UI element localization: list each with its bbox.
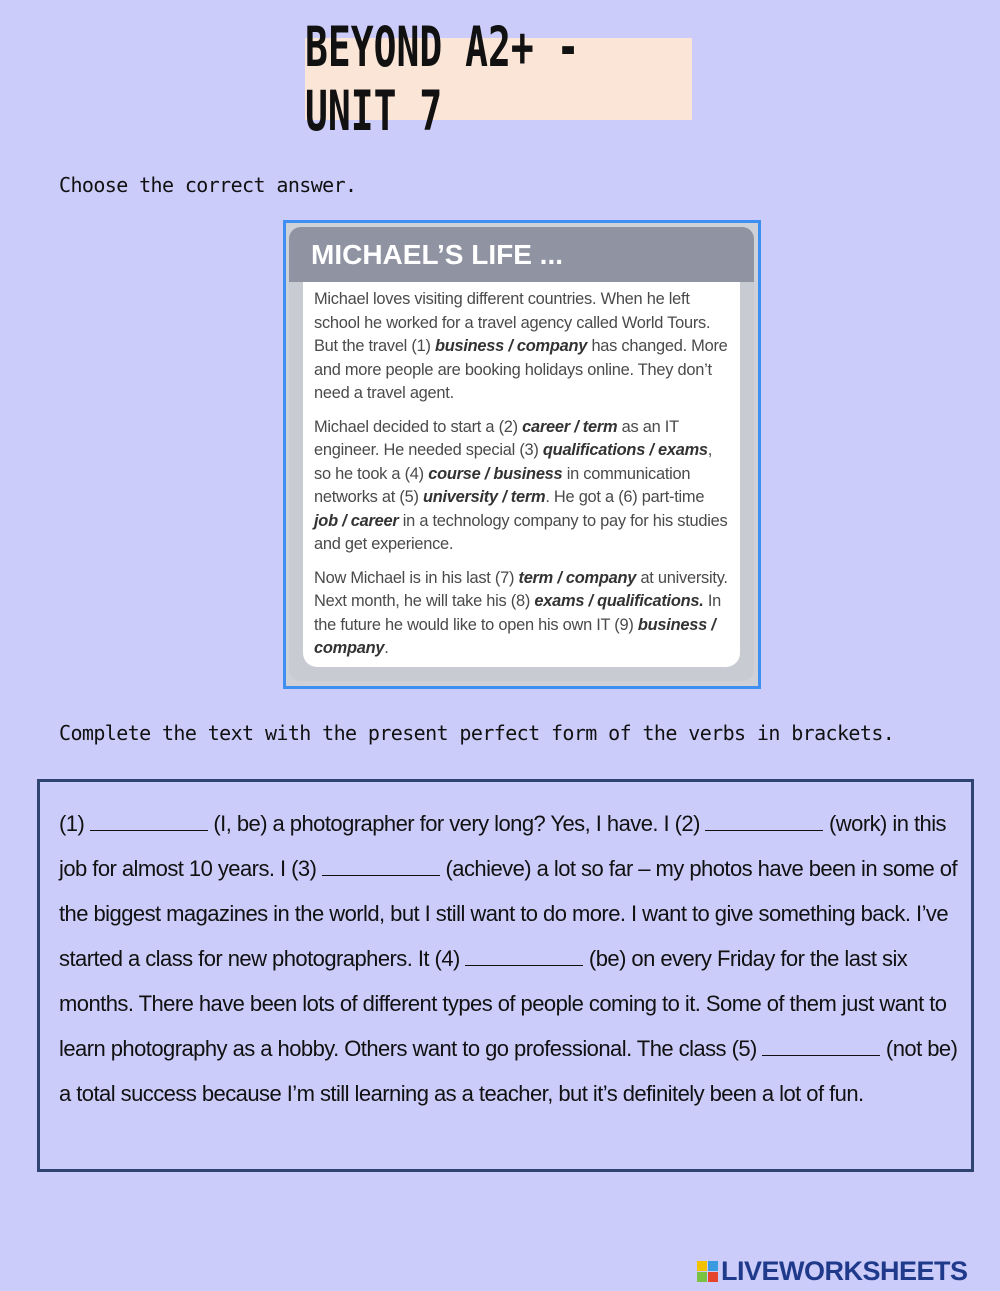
gap-fill-box	[37, 779, 974, 1172]
choice-1: business / company	[434, 337, 588, 355]
answer-blank-3[interactable]	[322, 856, 440, 876]
logo-square	[697, 1272, 707, 1282]
answer-blank-5[interactable]	[762, 1036, 880, 1056]
logo-square	[697, 1261, 707, 1271]
text-run: Michael decided to start a (2)	[314, 417, 523, 436]
text-run: (I, be) a photographer for very long? Yes, I have. I (2)	[207, 811, 706, 836]
liveworksheets-logo-icon	[697, 1261, 718, 1282]
reading-paragraph-3	[314, 567, 730, 661]
choice-9: business / company	[314, 615, 716, 657]
choice-4: course / business	[428, 464, 563, 483]
text-run: (achieve) a lot so far – my photos have been in some of the biggest magazines in the world, but I still want to do more. I want to give something back. I’ve started a class for new photographers. It (4)	[59, 856, 958, 971]
instruction-complete: Complete the text with the present perfect form of the verbs in brackets.	[59, 721, 895, 745]
text-run: . He got a (6) part-time	[545, 488, 705, 506]
text-run: Now Michael is in his last (7)	[314, 568, 519, 587]
reading-card	[289, 227, 754, 681]
text-run: (work) in this job for almost 10 years. I (3)	[59, 811, 947, 881]
reading-body	[303, 282, 740, 667]
reading-paragraph-1	[314, 288, 730, 406]
answer-blank-2[interactable]	[705, 811, 823, 831]
text-run: Michael loves visiting different countries. When he left school he worked for a travel agency called World Tours. But the travel (1)	[314, 290, 711, 355]
reading-image	[283, 220, 761, 689]
brand-text: LIVEWORKSHEETS	[721, 1255, 968, 1286]
text-run: , so he took a (4)	[314, 441, 713, 483]
gap-fill-text	[59, 801, 971, 1116]
reading-paragraph-2	[314, 416, 730, 557]
logo-square	[708, 1272, 718, 1282]
choice-2: career / term	[522, 417, 618, 436]
text-run: in communication networks at (5)	[314, 464, 691, 506]
text-run: In the future he would like to open his own IT (9)	[314, 592, 722, 634]
text-run: .	[384, 639, 389, 657]
liveworksheets-brand	[697, 1256, 968, 1286]
instruction-choose: Choose the correct answer.	[59, 173, 357, 197]
text-run: at university. Next month, he will take his (8)	[314, 568, 728, 610]
choice-3: qualifications / exams	[542, 441, 708, 459]
page-title	[305, 15, 692, 143]
page-title-text: BEYOND A2+ - UNIT 7	[305, 15, 580, 143]
answer-blank-4[interactable]	[465, 946, 583, 966]
text-run: (be) on every Friday for the last six months. There have been lots of different types of people coming to it. Some of them just want to learn photography as a hobby. Others want to go professional. The class (5)	[59, 946, 947, 1061]
text-run: (1)	[59, 811, 90, 836]
choice-8: exams / qualifications.	[534, 592, 704, 610]
choice-5: university / term	[422, 488, 546, 506]
choice-6: job / career	[314, 511, 399, 530]
text-run: has changed. More and more people are booking holidays online. They don’t need a travel agent.	[314, 337, 728, 402]
answer-blank-1[interactable]	[90, 811, 208, 831]
text-run: (not be) a total success because I’m still learning as a teacher, but it’s definitely been a lot of fun.	[59, 1036, 958, 1106]
text-run: in a technology company to pay for his studies and get experience.	[314, 511, 728, 553]
logo-square	[708, 1261, 718, 1271]
text-run: as an IT engineer. He needed special (3)	[314, 417, 679, 459]
reading-heading: MICHAEL’S LIFE ...	[289, 227, 754, 282]
choice-7: term / company	[518, 568, 637, 587]
